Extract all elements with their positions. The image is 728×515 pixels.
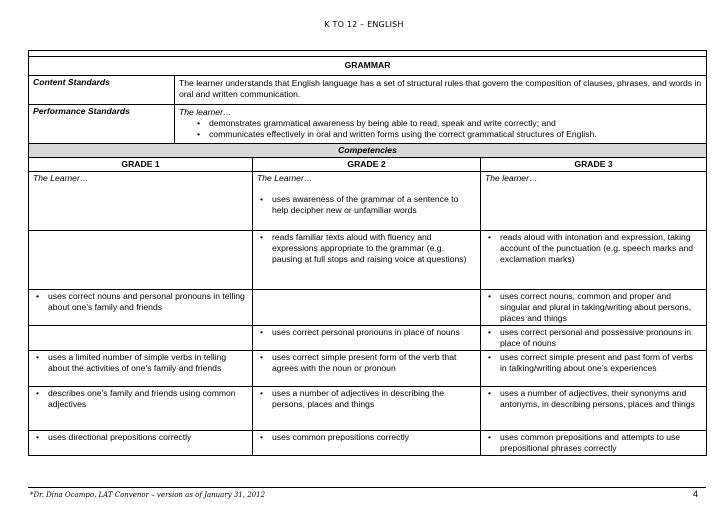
list-item: • reads aloud with intonation and expression, taking account of the punctuation (e.g. speech marks and exclamation marks) [485,232,702,265]
table-row [29,326,707,351]
learner-label: The Learner… [33,173,89,183]
footer-credit: *Dr. Dina Ocampo, LAT Convenor – version as of January 31, 2012 [30,491,266,499]
list-item: • describes one’s family and friends using common adjectives [33,388,248,410]
learner-label: The Learner… [257,173,313,183]
grade-1-cell [29,326,253,351]
table-row [29,351,707,387]
grade-1-cell [29,431,253,456]
list-item: • uses common prepositions correctly [257,432,476,443]
grade-3-cell [481,172,707,231]
list-item: • uses correct personal pronouns in place of nouns [257,327,476,338]
competencies-title: Competencies [29,144,707,158]
list-item: • uses correct nouns, common and proper and singular and plural in taking/writing about persons, places and things [485,291,702,324]
grade-1-cell [29,231,253,290]
list-item: • uses common prepositions and attempts to use prepositional phrases correctly [485,432,702,454]
grade-3-heading: GRADE 3 [481,158,707,172]
grade-2-cell [253,172,481,231]
list-item: • uses directional prepositions correctly [33,432,248,443]
table-row [29,431,707,456]
grade-1-cell [29,351,253,387]
list-item: • uses a limited number of simple verbs in telling about the activities of one’s family and friends [33,352,248,374]
performance-standards-intro: The learner… [179,107,232,117]
grade-2-cell [253,231,481,290]
list-item: • reads familiar texts aloud with fluency and expressions appropriate to the grammar (e.g. pausing at full stops and raising voice at questions) [257,232,476,265]
page-footer [28,487,706,499]
table-row [29,387,707,431]
competencies-row [29,144,707,158]
list-item: • uses correct personal and possessive pronouns in place of nouns [485,327,702,349]
grade-1-cell [29,290,253,326]
list-item: • uses correct simple present form of the verb that agrees with the noun or pronoun [257,352,476,374]
grades-row [29,158,707,172]
grade-3-cell [481,351,707,387]
table-row [29,290,707,326]
grade-1-heading: GRADE 1 [29,158,253,172]
grade-3-cell [481,231,707,290]
list-item: • uses correct simple present and past form of verbs in talking/writing about one’s experiences [485,352,702,374]
list-item: • uses correct nouns and personal pronouns in telling about one’s family and friends [33,291,248,313]
grammar-title: GRAMMAR [29,57,707,76]
list-item: • uses a number of adjectives, their synonyms and antonyms, in describing persons, places and things [485,388,702,410]
content-standards-row [29,76,707,105]
list-item: • communicates effectively in oral and written forms using the correct grammatical structures of English. [179,129,702,140]
page-number: 4 [692,489,698,499]
table-row [29,172,707,231]
grade-3-cell [481,431,707,456]
performance-standards-cell [175,105,707,144]
grade-1-cell [29,387,253,431]
performance-standards-row [29,105,707,144]
performance-standards-label: Performance Standards [29,105,175,144]
document-header-title: K TO 12 – ENGLISH [324,20,404,29]
grade-2-cell [253,326,481,351]
grammar-title-row [29,57,707,76]
grade-3-cell [481,387,707,431]
grade-2-cell [253,387,481,431]
content-standards-label: Content Standards [29,76,175,105]
grammar-table [28,50,707,456]
list-item: • demonstrates grammatical awareness by being able to read, speak and write correctly; and [179,118,702,129]
grade-2-cell [253,351,481,387]
grade-3-cell [481,290,707,326]
grade-2-cell [253,290,481,326]
list-item: • uses a number of adjectives in describing the persons, places and things [257,388,476,410]
grade-2-cell [253,431,481,456]
table-row [29,231,707,290]
grade-1-cell [29,172,253,231]
content-standards-text: The learner understands that English language has a set of structural rules that govern the composition of clauses, phrases, and words in oral and written communication. [175,76,707,105]
learner-label: The learner… [485,173,538,183]
grade-2-heading: GRADE 2 [253,158,481,172]
performance-standards-list [179,118,702,140]
grade-3-cell [481,326,707,351]
list-item: • uses awareness of the grammar of a sentence to help decipher new or unfamiliar words [257,194,476,216]
